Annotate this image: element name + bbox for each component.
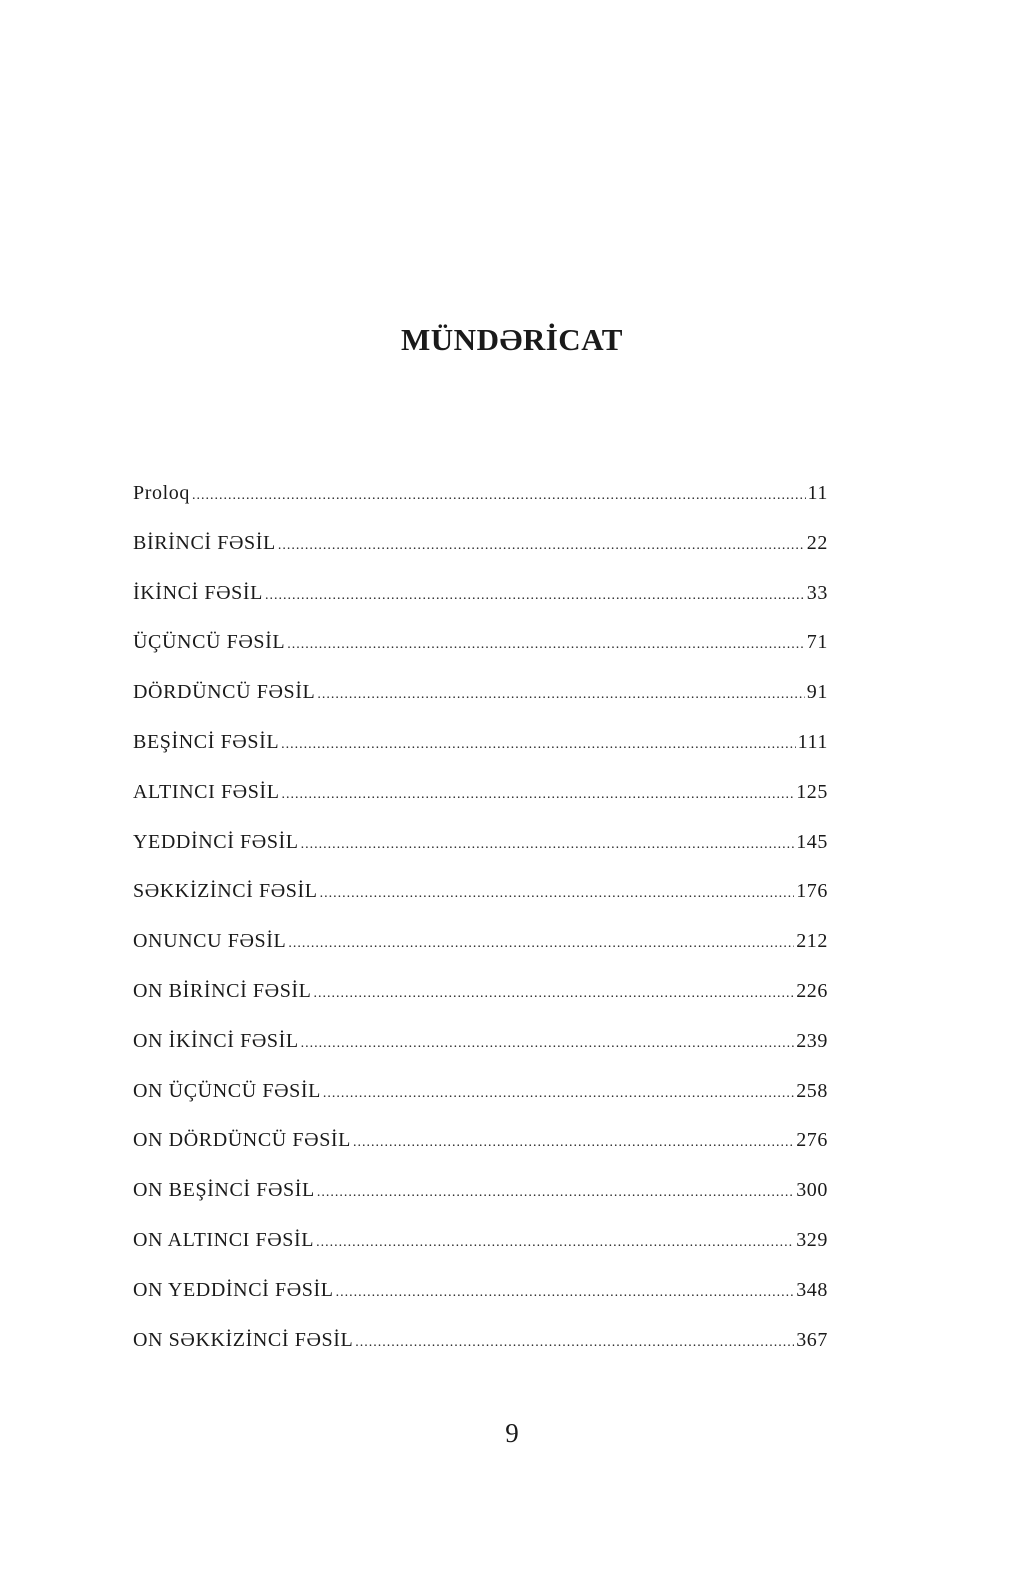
dot-leader	[353, 1124, 794, 1162]
dot-leader	[355, 1324, 794, 1362]
dot-leader	[301, 826, 795, 864]
toc-entry-chapter-4	[133, 673, 828, 723]
toc-entry-label: ALTINCI FƏSİL	[133, 780, 280, 803]
toc-entry-label: Proloq	[133, 482, 190, 504]
dot-leader	[317, 676, 804, 714]
toc-entry-label: ON ALTINCI FƏSİL	[133, 1228, 315, 1251]
toc-entry-label: İKİNCİ FƏSİL	[133, 581, 263, 604]
toc-entry-chapter-7	[133, 823, 828, 873]
toc-entry-page: 22	[806, 531, 828, 554]
toc-entry-chapter-6	[133, 773, 828, 823]
dot-leader	[336, 1274, 795, 1312]
toc-entry-chapter-10	[133, 972, 828, 1022]
dot-leader	[265, 577, 805, 615]
dot-leader	[278, 527, 805, 565]
toc-entry-chapter-9	[133, 922, 828, 972]
toc-entry-label: ON YEDDİNCİ FƏSİL	[133, 1278, 334, 1301]
dot-leader	[282, 776, 795, 814]
toc-entry-chapter-13	[133, 1121, 828, 1171]
toc-entry-page: 71	[806, 631, 828, 654]
toc-entry-chapter-2	[133, 574, 828, 624]
toc-entry-chapter-16	[133, 1271, 828, 1321]
toc-entry-label: SƏKKİZİNCİ FƏSİL	[133, 880, 318, 903]
dot-leader	[316, 1224, 794, 1262]
toc-entry-chapter-12	[133, 1072, 828, 1122]
dot-leader	[301, 1025, 795, 1063]
toc-entry-chapter-17	[133, 1321, 828, 1371]
toc-entry-label: ON DÖRDÜNCÜ FƏSİL	[133, 1129, 351, 1152]
dot-leader	[314, 975, 795, 1013]
dot-leader	[281, 726, 796, 764]
toc-entry-label: ON BİRİNCİ FƏSİL	[133, 979, 312, 1002]
toc-entry-page: 276	[796, 1129, 828, 1152]
toc-entry-prologue	[133, 474, 828, 524]
toc-entry-label: YEDDİNCİ FƏSİL	[133, 830, 299, 853]
dot-leader	[317, 1174, 794, 1212]
toc-entry-label: BİRİNCİ FƏSİL	[133, 531, 276, 554]
toc-entry-chapter-1	[133, 524, 828, 574]
toc-entry-label: BEŞİNCİ FƏSİL	[133, 730, 280, 753]
dot-leader	[323, 1075, 794, 1113]
toc-entry-chapter-14	[133, 1171, 828, 1221]
toc-entry-chapter-11	[133, 1022, 828, 1072]
toc-entry-page: 329	[796, 1228, 828, 1251]
toc-entry-page: 212	[796, 930, 828, 953]
dot-leader	[287, 626, 805, 664]
table-of-contents	[133, 474, 828, 1370]
toc-entry-page: 300	[796, 1179, 828, 1202]
page-number: 9	[505, 1418, 519, 1448]
toc-entry-page: 125	[796, 780, 828, 803]
toc-entry-label: ONUNCU FƏSİL	[133, 930, 287, 953]
toc-entry-page: 111	[797, 730, 828, 753]
toc-entry-page: 33	[806, 581, 828, 604]
toc-entry-chapter-15	[133, 1221, 828, 1271]
toc-entry-page: 91	[806, 681, 828, 704]
toc-entry-page: 226	[796, 979, 828, 1002]
toc-entry-page: 258	[796, 1079, 828, 1102]
toc-entry-label: ÜÇÜNCÜ FƏSİL	[133, 631, 286, 654]
dot-leader	[192, 477, 806, 515]
toc-entry-page: 176	[796, 880, 828, 903]
toc-entry-page: 348	[796, 1278, 828, 1301]
toc-entry-page: 145	[796, 830, 828, 853]
toc-entry-label: ON ÜÇÜNCÜ FƏSİL	[133, 1079, 321, 1102]
toc-entry-label: ON BEŞİNCİ FƏSİL	[133, 1179, 315, 1202]
toc-entry-label: ON İKİNCİ FƏSİL	[133, 1029, 299, 1052]
dot-leader	[288, 925, 794, 963]
toc-entry-page: 367	[796, 1328, 828, 1351]
dot-leader	[320, 875, 795, 913]
toc-entry-chapter-5	[133, 723, 828, 773]
toc-entry-page: 239	[796, 1029, 828, 1052]
page-title: MÜNDƏRİCAT	[401, 322, 623, 357]
toc-entry-label: ON SƏKKİZİNCİ FƏSİL	[133, 1328, 354, 1351]
toc-entry-label: DÖRDÜNCÜ FƏSİL	[133, 681, 316, 704]
toc-entry-chapter-8	[133, 872, 828, 922]
toc-entry-chapter-3	[133, 623, 828, 673]
toc-entry-page: 11	[807, 482, 828, 504]
